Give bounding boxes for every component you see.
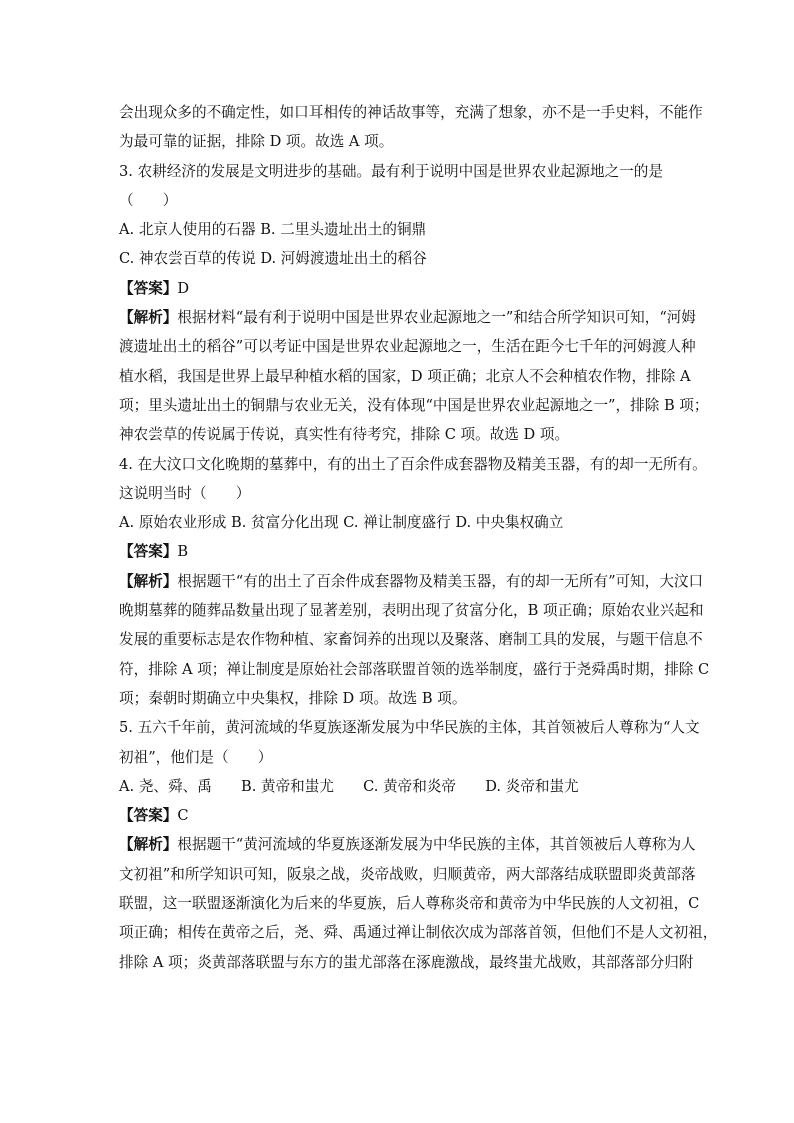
line-text: 发展的重要标志是农作物种植、家畜饲养的出现以及聚落、磨制工具的发展，与题干信息不 [119,631,703,649]
line-text: 根据题干“有的出土了百余件成套器物及精美玉器，有的却一无所有”可知，大汶口 [177,572,704,590]
line-text: 植水稻，我国是世界上最早种植水稻的国家，D 项正确；北京人不会种植农作物，排除 A [119,367,691,385]
answer-line [119,537,687,566]
line-text: 5. 五六千年前，黄河流域的华夏族逐渐发展为中华民族的主体，其首领被后人尊称为“人文 [119,719,700,737]
line-text: 文初祖”和所学知识可知，阪泉之战，炎帝战败，归顺黄帝，两大部落结成联盟即炎黄部落 [119,865,696,883]
analysis-label: 【解析】 [119,309,178,327]
line-text: （ ） [119,191,178,209]
text-line [119,713,700,742]
line-text: 4. 在大汶口文化晚期的墓葬中，有的出土了百余件成套器物及精美玉器，有的却一无所有。 [119,455,707,473]
analysis-label: 【解析】 [119,572,178,590]
text-line [119,860,696,889]
line-text: 项；秦朝时期确立中央集权，排除 D 项。故选 B 项。 [119,689,467,707]
text-line [119,420,687,449]
text-line [119,450,707,479]
answer-line [119,274,687,303]
text-line [119,772,687,801]
text-line [119,157,687,186]
text-line [119,186,687,215]
line-text: 项；里头遗址出土的铜鼎与农业无关，没有体现“中国是世界农业起源地之一”，排除 B 项； [119,396,709,414]
analysis-label: 【解析】 [119,836,178,854]
line-text: 联盟，这一联盟逐渐演化为后来的华夏族，后人尊称炎帝和黄帝为中华民族的人文初祖，C [119,895,700,913]
line-text: A. 尧、舜、禹 B. 黄帝和蚩尤 C. 黄帝和炎帝 D. 炎帝和蚩尤 [119,777,579,795]
line-text: 晚期墓葬的随葬品数量出现了显著差别，表明出现了贫富分化，B 项正确；原始农业兴起和 [119,602,704,620]
answer-label: 【答案】 [119,807,178,825]
text-line [119,127,687,156]
text-line [119,596,704,625]
text-line [119,625,703,654]
text-line [119,215,687,244]
line-text: 初祖”，他们是（ ） [119,748,273,766]
answer-line [119,801,687,830]
line-text: C [177,807,189,825]
text-line [119,98,703,127]
line-text: 这说明当时（ ） [119,484,251,502]
line-text: 项正确；相传在黄帝之后，尧、舜、禹通过禅让制依次成为部落首领，但他们不是人文初祖， [119,924,718,942]
text-line [119,684,687,713]
answer-label: 【答案】 [119,279,178,297]
text-line [119,918,718,947]
line-text: 会出现众多的不确定性，如口耳相传的神话故事等，充满了想象，亦不是一手史料，不能作 [119,104,703,121]
line-text: 排除 A 项；炎黄部落联盟与东方的蚩尤部落在涿鹿激战，最终蚩尤战败，其部落部分归附 [119,953,694,971]
line-text: 神农尝草的传说属于传说，真实性有待考究，排除 C 项。故选 D 项。 [119,426,570,444]
text-line [119,743,687,772]
line-text: 为最可靠的证据，排除 D 项。故选 A 项。 [119,133,394,151]
text-line [119,332,696,361]
text-line [119,948,694,977]
text-line [119,244,687,273]
line-text: 根据题干“黄河流域的华夏族逐渐发展为中华民族的主体，其首领被后人尊称为人 [177,836,696,854]
line-text: 符，排除 A 项；禅让制度是原始社会部落联盟首领的选举制度，盛行于尧舜禹时期，排除 C [119,660,710,678]
line-text: B [177,543,189,561]
answer-label: 【答案】 [119,543,178,561]
text-line [119,655,710,684]
text-line [119,391,709,420]
text-line [119,479,687,508]
text-line [119,889,700,918]
analysis-line [119,567,704,596]
line-text: C. 神农尝百草的传说 D. 河姆渡遗址出土的稻谷 [119,250,427,268]
line-text: A. 北京人使用的石器 B. 二里头遗址出土的铜鼎 [119,221,427,239]
line-text: 根据材料“最有利于说明中国是世界农业起源地之一”和结合所学知识可知，“河姆 [177,309,696,327]
document-body [119,98,718,977]
text-line [119,362,691,391]
line-text: 渡遗址出土的稻谷”可以考证中国是世界农业起源地之一，生活在距今七千年的河姆渡人种 [119,338,696,356]
text-line [119,508,687,537]
line-text: A. 原始农业形成 B. 贫富分化出现 C. 禅让制度盛行 D. 中央集权确立 [119,514,564,532]
line-text: 3. 农耕经济的发展是文明进步的基础。最有利于说明中国是世界农业起源地之一的是 [119,162,663,180]
analysis-line [119,830,696,859]
analysis-line [119,303,696,332]
line-text: D [177,279,190,297]
